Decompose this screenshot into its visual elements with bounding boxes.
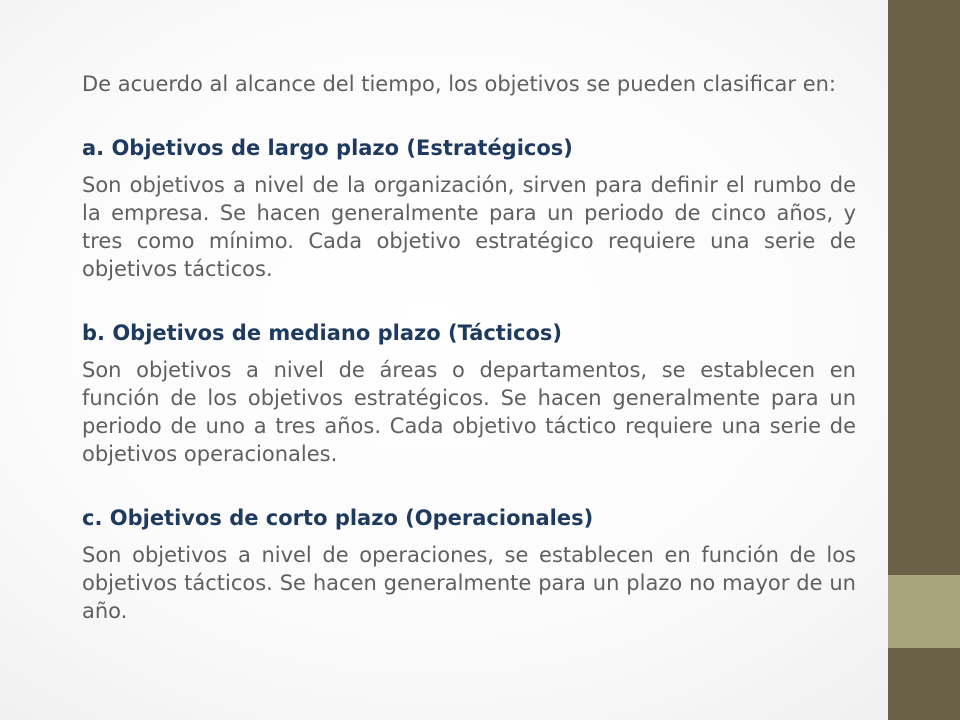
sidebar-accent-band — [888, 575, 960, 648]
section-heading-tactical: b. Objetivos de mediano plazo (Tácticos) — [82, 321, 563, 345]
section-heading-operational: c. Objetivos de corto plazo (Operacionales) — [82, 506, 594, 530]
section-operational — [82, 504, 856, 625]
section-body-operational: Son objetivos a nivel de operaciones, se establecen en función de los objetivos tácticos. Se hacen generalmente para un plazo no mayor de un año. — [82, 543, 856, 623]
section-tactical — [82, 319, 856, 468]
section-heading-strategic: a. Objetivos de largo plazo (Estratégicos) — [82, 136, 573, 160]
section-body-strategic: Son objetivos a nivel de la organización, sirven para definir el rumbo de la empresa. Se hacen generalmente para un periodo de cinco años, y tres como mínimo. Cada objetivo estratégico requiere una serie de objetivos tácticos. — [82, 173, 856, 281]
section-body-tactical: Son objetivos a nivel de áreas o departamentos, se establecen en función de los objetivos estratégicos. Se hacen generalmente para un periodo de uno a tres años. Cada objetivo táctico requiere una serie de objetivos operacionales. — [82, 358, 856, 466]
slide-content — [82, 70, 856, 625]
intro-paragraph: De acuerdo al alcance del tiempo, los objetivos se pueden clasificar en: — [82, 72, 837, 96]
section-strategic — [82, 134, 856, 283]
sidebar-bottom-band — [888, 648, 960, 720]
sidebar-top-band — [888, 0, 960, 575]
